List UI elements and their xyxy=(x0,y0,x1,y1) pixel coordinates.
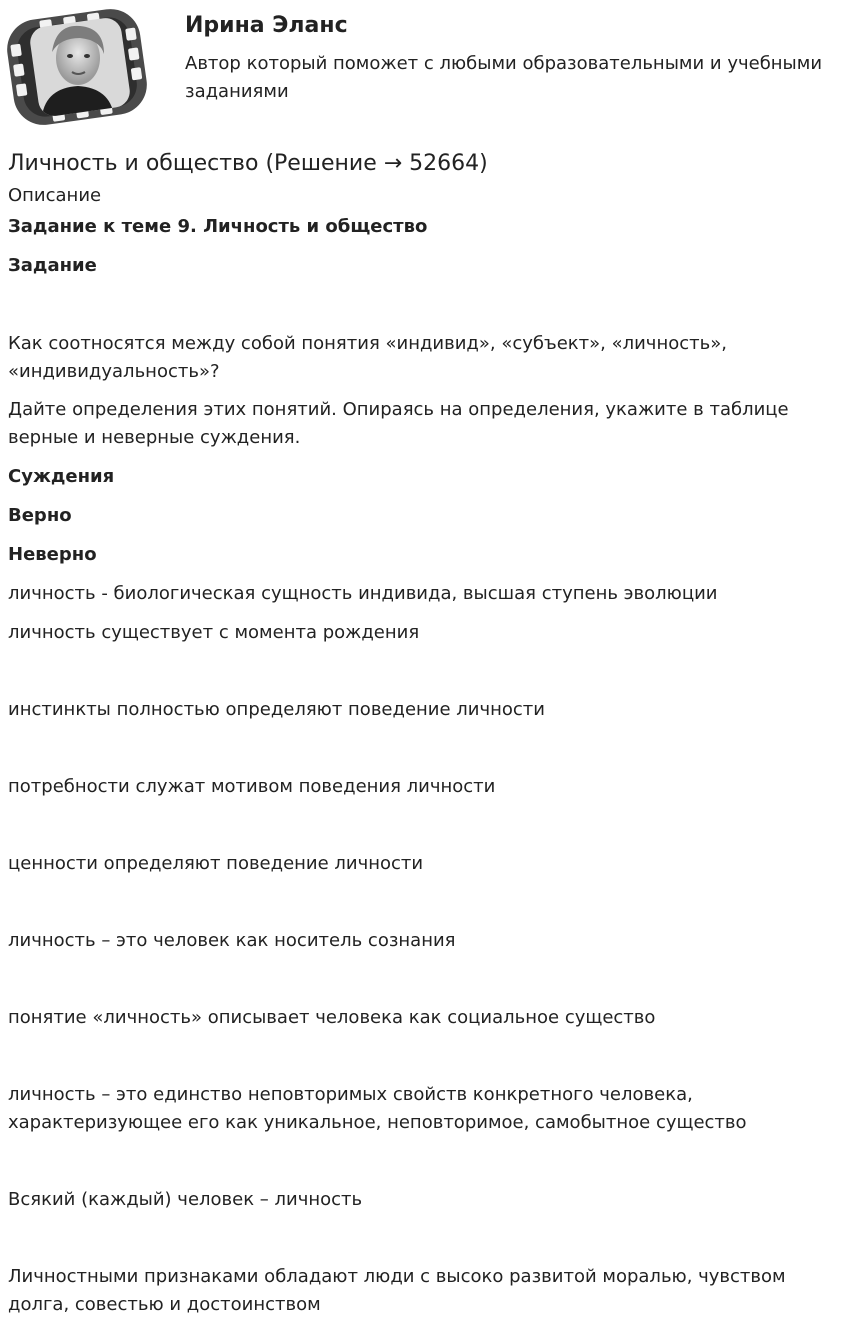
statement-item: личность – это единство неповторимых свойств конкретного человека, характеризующее его как уникальное, неповторимое, самобытное существо xyxy=(8,1084,747,1133)
statement-item: инстинкты полностью определяют поведение личности xyxy=(8,699,545,720)
task-heading: Задание к теме 9. Личность и общество xyxy=(8,216,428,237)
column-judgements: Суждения xyxy=(8,466,115,487)
task-question: Как соотносятся между собой понятия «индивид», «субъект», «личность», «индивидуальность»? xyxy=(8,333,727,382)
statement-item: личность – это человек как носитель сознания xyxy=(8,930,456,951)
statement-item: потребности служат мотивом поведения личности xyxy=(8,776,496,797)
statement-item: понятие «личность» описывает человека как социальное существо xyxy=(8,1007,656,1028)
description-label: Описание xyxy=(8,185,102,206)
task-subheading: Задание xyxy=(8,255,97,276)
author-avatar[interactable] xyxy=(6,6,152,128)
avatar-film-frame-icon xyxy=(6,6,152,128)
author-name[interactable]: Ирина Эланс xyxy=(185,13,348,38)
column-false: Неверно xyxy=(8,544,97,565)
column-true: Верно xyxy=(8,505,72,526)
page-title: Личность и общество (Решение → 52664) xyxy=(8,151,488,176)
statement-item: Личностными признаками обладают люди с высоко развитой моралью, чувством долга, совестью и достоинством xyxy=(8,1266,786,1315)
author-description: Автор который поможет с любыми образовательными и учебными заданиями xyxy=(185,53,823,102)
main-content xyxy=(8,147,840,1319)
statement-item: ценности определяют поведение личности xyxy=(8,853,424,874)
task-instruction: Дайте определения этих понятий. Опираясь на определения, укажите в таблице верные и неверные суждения. xyxy=(8,399,789,448)
author-header xyxy=(0,0,847,135)
statement-item: личность - биологическая сущность индивида, высшая ступень эволюции xyxy=(8,583,718,604)
statement-item: Всякий (каждый) человек – личность xyxy=(8,1189,363,1210)
statement-item: личность существует с момента рождения xyxy=(8,622,420,643)
